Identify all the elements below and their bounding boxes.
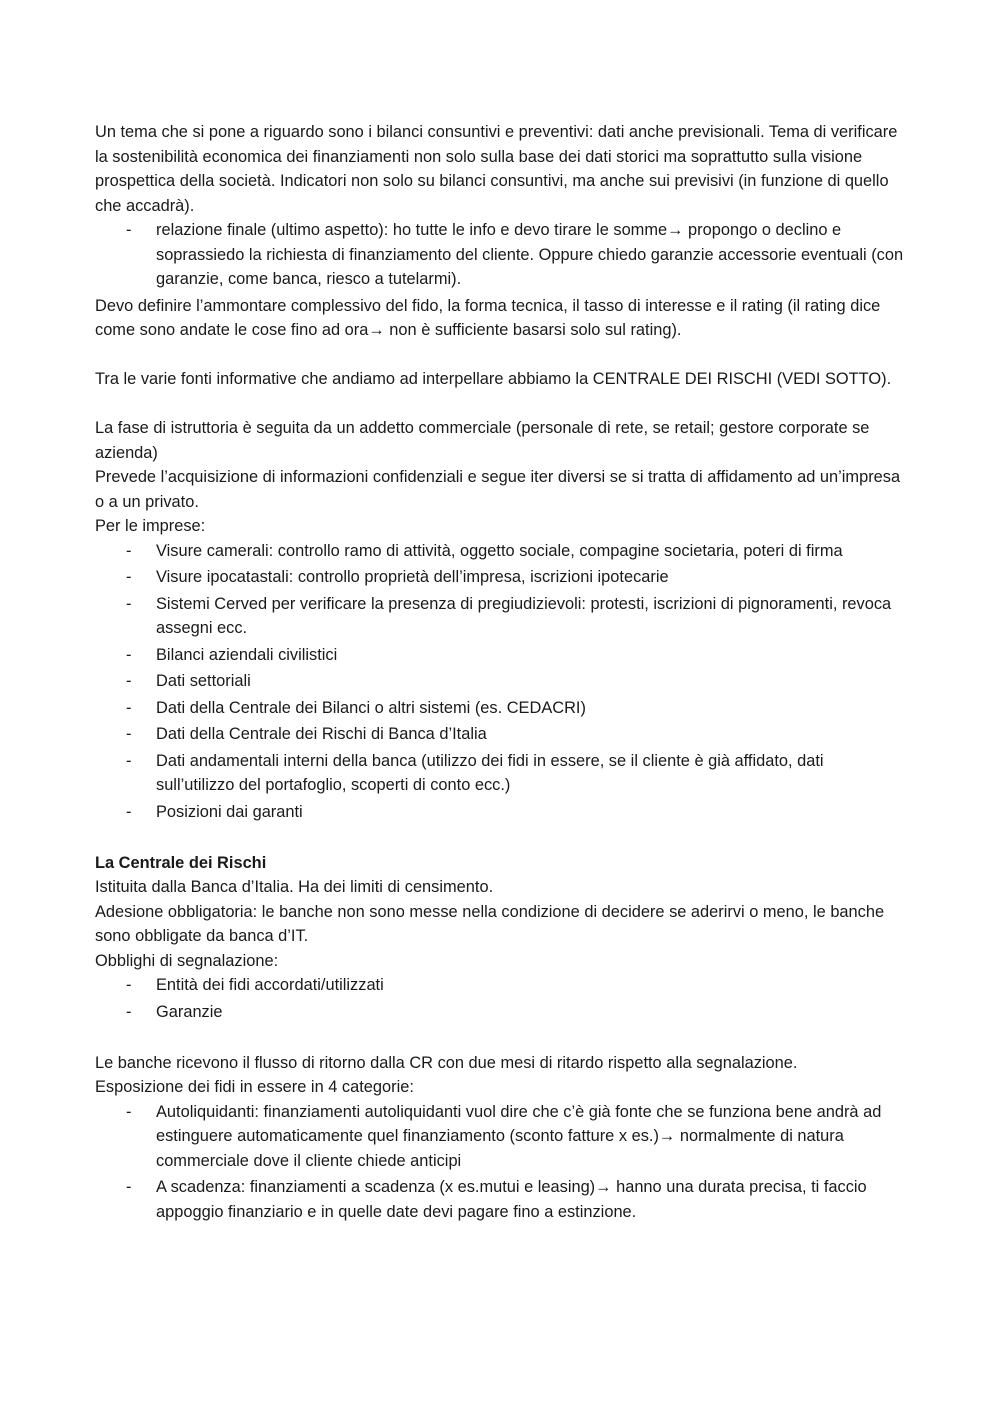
paragraph-obblighi: Obblighi di segnalazione: — [95, 951, 279, 970]
list-item: - Dati settoriali — [156, 669, 905, 694]
list-item: - Visure camerali: controllo ramo di attività, oggetto sociale, compagine societaria, poteri di firma — [156, 539, 905, 564]
section-heading: La Centrale dei Rischi — [95, 853, 267, 872]
paragraph-imprese: Per le imprese: — [95, 517, 206, 535]
list-item: - Bilanci aziendali civilistici — [156, 643, 905, 668]
blank-line — [95, 1026, 905, 1051]
paragraph-acquisizione: Prevede l’acquisizione di informazioni confidenziali e segue iter diversi se si tratta di affidamento ad un’impresa o a un privato. — [95, 468, 901, 511]
paragraph-flusso: Le banche ricevono il flusso di ritorno dalla CR con due mesi di ritardo rispetto alla segnalazione. — [95, 1053, 798, 1072]
blank-line — [95, 343, 905, 368]
list-imprese — [95, 539, 905, 825]
paragraph-esposizione: Esposizione dei fidi in essere in 4 categorie: — [95, 1078, 414, 1096]
list-item: - Posizioni dai garanti — [156, 800, 905, 825]
paragraph-fido: Devo definire l’ammontare complessivo del fido, la forma tecnica, il tasso di interesse e il rating (il rating dice come sono andate le cose fino ad ora→ non è sufficiente basarsi solo sul rating). — [95, 296, 881, 339]
list-item: - Entità dei fidi accordati/utilizzati — [156, 973, 905, 998]
list-categorie — [95, 1100, 905, 1225]
list-relazione — [95, 218, 905, 292]
blank-line — [95, 392, 905, 417]
paragraph-bilanci: Un tema che si pone a riguardo sono i bilanci consuntivi e preventivi: dati anche previsionali. Tema di verificare la sostenibilità economica dei finanziamenti non solo sulla base dei dati storici ma soprattutto sulla visione prospettica della società. Indicatori non solo su bilanci consuntivi, ma anche sui previsivi (in funzione di quello che accadrà). — [95, 123, 898, 215]
list-item: - Garanzie — [156, 1000, 905, 1025]
list-obblighi — [95, 973, 905, 1024]
document-page — [95, 120, 905, 1226]
list-item: - A scadenza: finanziamenti a scadenza (x es.mutui e leasing)→ hanno una durata precisa, ti faccio appoggio finanziario e in quelle date devi pagare fino a estinzione. — [156, 1175, 905, 1224]
paragraph-adesione: Adesione obbligatoria: le banche non sono messe nella condizione di decidere se aderirvi o meno, le banche sono obbligate da banca d’IT. — [95, 902, 885, 945]
list-item: - Dati della Centrale dei Bilanci o altri sistemi (es. CEDACRI) — [156, 696, 905, 721]
list-item: - Visure ipocatastali: controllo proprietà dell’impresa, iscrizioni ipotecarie — [156, 565, 905, 590]
paragraph-istruttoria: La fase di istruttoria è seguita da un addetto commerciale (personale di rete, se retail; gestore corporate se azienda) — [95, 419, 870, 462]
blank-line — [95, 826, 905, 851]
list-item: - Sistemi Cerved per verificare la presenza di pregiudizievoli: protesti, iscrizioni di pignoramenti, revoca assegni ecc. — [156, 592, 905, 641]
paragraph-istituita: Istituita dalla Banca d’Italia. Ha dei limiti di censimento. — [95, 878, 494, 896]
list-item: - Dati della Centrale dei Rischi di Banca d’Italia — [156, 722, 905, 747]
list-item: - relazione finale (ultimo aspetto): ho tutte le info e devo tirare le somme→ propongo o declino e soprassiedo la richiesta di finanziamento del cliente. Oppure chiedo garanzie accessorie eventuali (con garanzie, come banca, riesco a tutelarmi). — [156, 218, 905, 292]
list-item: - Dati andamentali interni della banca (utilizzo dei fidi in essere, se il cliente è già affidato, dati sull’utilizzo del portafoglio, scoperti di conto ecc.) — [156, 749, 905, 798]
paragraph-fonti: Tra le varie fonti informative che andiamo ad interpellare abbiamo la CENTRALE DEI RISCHI (VEDI SOTTO). — [95, 370, 892, 388]
list-item: - Autoliquidanti: finanziamenti autoliquidanti vuol dire che c’è già fonte che se funziona bene andrà ad estinguere automaticamente quel finanziamento (sconto fatture x es.)→ normalmente di natura commerciale dove il cliente chiede anticipi — [156, 1100, 905, 1174]
